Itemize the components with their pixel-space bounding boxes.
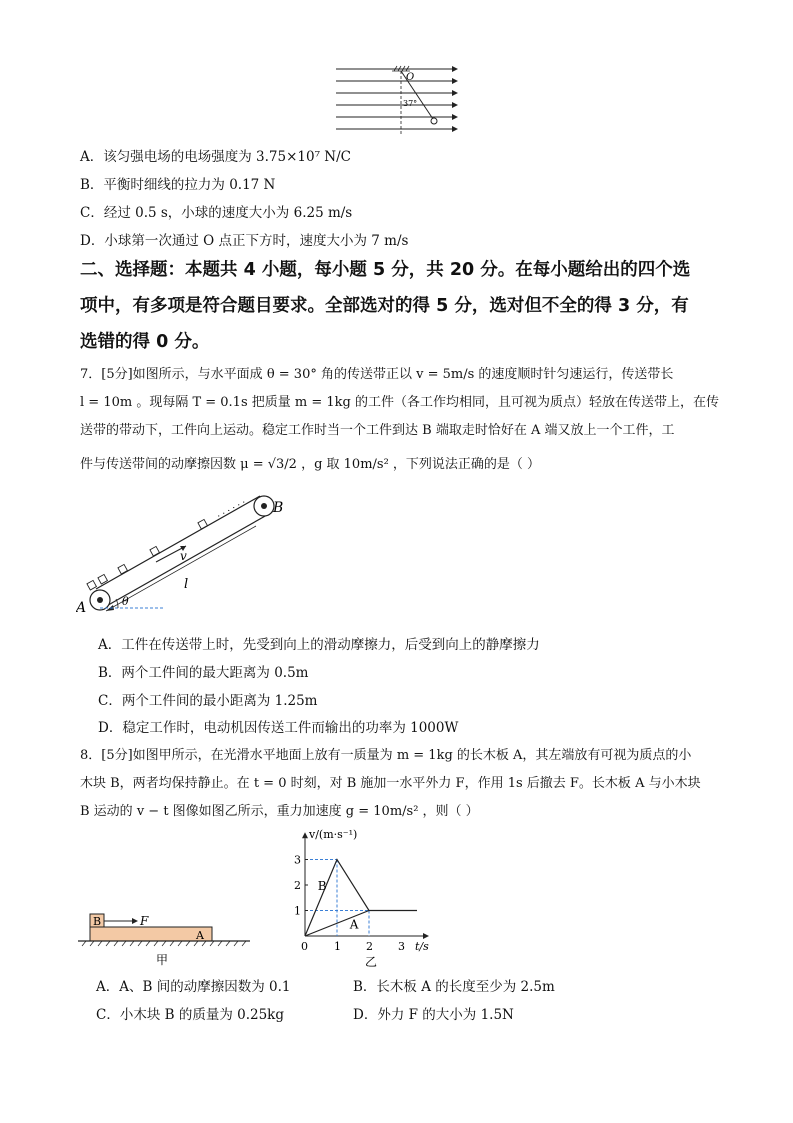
x-tick-label: 3 — [398, 940, 405, 953]
y-tick-label: 1 — [294, 904, 301, 918]
q8-stem-line-3: B 运动的 v − t 图像如图乙所示，重力加速度 g = 10m/s² ，则（ ） — [80, 804, 479, 819]
q8-option-c: C．小木块 B 的质量为 0.25kg — [96, 1007, 285, 1023]
q7-stem-line-3: 送带的带动下，工件向上运动。稳定工作时当一个工件到达 B 端取走时恰好在 A 端又放上一个工件，工 — [80, 423, 675, 438]
q8-option-b: B．长木板 A 的长度至少为 2.5m — [353, 979, 555, 995]
x-axis-arrow — [423, 933, 429, 939]
x-tick-label: 1 — [334, 940, 341, 953]
q8-stem-line-1: 8．[5分]如图甲所示，在光滑水平地面上放有一质量为 m = 1kg 的长木板 A，其左端放有可视为质点的小 — [80, 748, 692, 763]
series-B-line — [305, 860, 417, 937]
x-tick-label: 0 — [301, 940, 308, 953]
force-label: F — [140, 914, 149, 928]
series-b-label: B — [317, 879, 327, 894]
q8-option-d: D．外力 F 的大小为 1.5N — [353, 1007, 514, 1023]
svg-text:· · · · · ·: · · · · · · — [215, 497, 248, 523]
x-axis-label: t/s — [415, 940, 429, 953]
q6-option-c: C．经过 0.5 s，小球的速度大小为 6.25 m/s — [80, 205, 353, 221]
velocity-label: v — [180, 549, 187, 563]
section2-line-2: 项中，有多项是符合题目要求。全部选对的得 5 分，选对但不全的得 3 分，有 — [80, 296, 689, 316]
end-b-label: B — [273, 500, 284, 516]
y-tick-label: 2 — [294, 879, 301, 892]
q7-stem-line-1: 7．[5分]如图所示，与水平面成 θ = 30° 角的传送带正以 v = 5m/s 的速度顺时针匀速运行，传送带长 — [80, 367, 674, 382]
q7-option-c: C．两个工件间的最小距离为 1.25m — [98, 693, 318, 709]
conveyor-diagram — [76, 490, 296, 618]
board-a — [90, 927, 212, 941]
board-block-diagram — [74, 906, 254, 968]
length-label: l — [184, 577, 189, 592]
block-b-label: B — [93, 915, 102, 928]
vt-chart — [285, 826, 445, 970]
fig-jia-caption: 甲 — [156, 953, 169, 967]
q7-stem-line-2: l = 10m 。现每隔 T = 0.1s 把质量 m = 1kg 的工件（各工作均相同，且可视为质点）轻放在传送带上，在传 — [80, 395, 719, 410]
field-diagram — [334, 63, 460, 141]
angle-label: 37° — [403, 99, 418, 108]
end-a-label: A — [76, 600, 87, 616]
series-a-label: A — [349, 917, 359, 932]
q8-option-a: A．A、B 间的动摩擦因数为 0.1 — [96, 979, 291, 995]
section2-line-1: 二、选择题：本题共 4 小题，每小题 5 分，共 20 分。在每小题给出的四个选 — [80, 260, 691, 280]
q8-stem-line-2: 木块 B，两者均保持静止。在 t = 0 时刻，对 B 施加一水平外力 F，作用 1s 后撤去 F。长木板 A 与小木块 — [80, 776, 701, 791]
board-a-label: A — [196, 929, 204, 942]
fig-yi-caption: 乙 — [365, 955, 378, 969]
y-axis-arrow — [302, 832, 308, 838]
q7-option-a: A．工件在传送带上时，先受到向上的滑动摩擦力，后受到向上的静摩擦力 — [98, 637, 540, 653]
x-tick-label: 2 — [366, 940, 373, 953]
q6-option-d: D．小球第一次通过 O 点正下方时，速度大小为 7 m/s — [80, 233, 409, 249]
q7-option-b: B．两个工件间的最大距离为 0.5m — [98, 665, 309, 681]
section2-line-3: 选错的得 0 分。 — [80, 332, 210, 352]
y-axis-label: v/(m·s⁻¹) — [309, 828, 358, 841]
q7-option-d: D．稳定工作时，电动机因传送工件而输出的功率为 1000W — [98, 720, 459, 736]
theta-label: θ — [122, 595, 129, 608]
q7-stem-line-4: 件与传送带间的动摩擦因数 μ = √3/2 ，g 取 10m/s² ，下列说法正确的是（ ） — [80, 457, 541, 472]
q6-option-b: B．平衡时细线的拉力为 0.17 N — [80, 177, 276, 193]
y-tick-label: 3 — [294, 853, 301, 867]
q6-option-a: A．该匀强电场的电场强度为 3.75×10⁷ N/C — [80, 149, 351, 165]
point-o-label: O — [406, 72, 415, 83]
